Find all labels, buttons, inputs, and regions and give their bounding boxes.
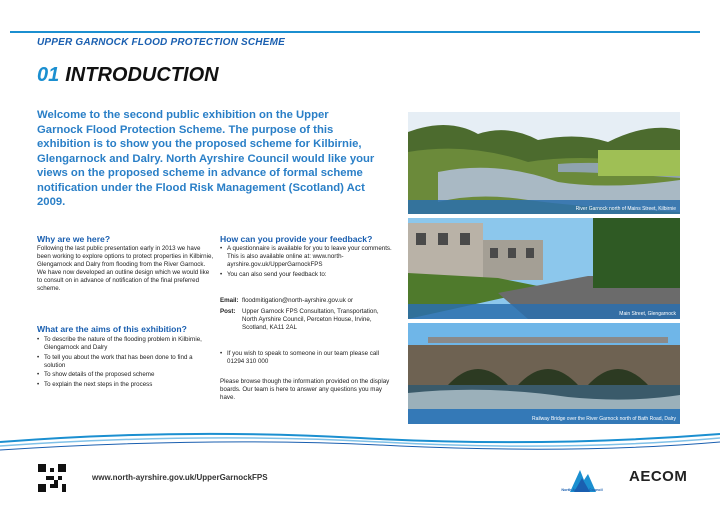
intro-paragraph: Welcome to the second public exhibition on the Upper Garnock Flood Protection Scheme. The purpose of this exhibition is to show you the proposed scheme for Kilbirnie, Glengarnock and Dalry. North Ayrshire Council would like your views on the proposed scheme in advance of formal scheme notification under the Flood Risk Management (Scotland) Act 2009. — [37, 109, 375, 208]
bridge-photo — [408, 323, 680, 424]
email-row — [220, 297, 395, 305]
header-title: UPPER GARNOCK FLOOD PROTECTION SCHEME — [37, 37, 285, 48]
street-photo — [408, 218, 680, 319]
speak-list — [220, 350, 392, 368]
river-photo — [408, 112, 680, 214]
aims-list — [37, 336, 215, 390]
email-label: Email: — [220, 297, 239, 304]
feedback-item: • You can also send your feedback to: — [220, 271, 392, 279]
aims-item: • To explain the next steps in the process — [37, 381, 215, 389]
qr-code[interactable] — [38, 464, 66, 492]
council-name: North Ayrshire Council — [561, 488, 603, 492]
why-paragraph: Following the last public presentation early in 2013 we have been working to explore options to protect properties in Kilbirnie, Glengarnock and Dalry from flooding from the River Garnock. We have now developed an outline design which we would like to consult on in advance of notification of the final preferred scheme. — [37, 245, 214, 293]
aims-item: • To show details of the proposed scheme — [37, 371, 215, 379]
email-value[interactable]: floodmitigation@north-ayrshire.gov.uk or — [242, 297, 354, 304]
browse-paragraph: Please browse though the information provided on the display boards. Our team is here to answer any questions you may have. — [220, 378, 390, 402]
aims-item: • To tell you about the work that has been done to find a solution — [37, 354, 215, 370]
feedback-heading: How can you provide your feedback? — [220, 234, 373, 244]
post-label: Post: — [220, 308, 236, 315]
feedback-list — [220, 245, 392, 280]
section-title-text: INTRODUCTION — [65, 64, 219, 86]
photo-caption: River Garnock north of Mains Street, Kilbirnie — [575, 206, 676, 212]
header-rule — [10, 31, 700, 33]
post-row — [220, 308, 395, 332]
why-heading: Why are we here? — [37, 234, 111, 244]
aecom-logo: AECOM — [629, 468, 688, 485]
photo-caption: Railway Bridge over the River Garnock north of Bath Road, Dalry — [532, 416, 676, 422]
council-logo-icon — [560, 461, 604, 501]
aims-heading: What are the aims of this exhibition? — [37, 324, 187, 334]
post-address: Upper Garnock FPS Consultation, Transportation, North Ayrshire Council, Perceton House, Irvine, Scotland, KA11 2AL — [242, 308, 379, 332]
section-title — [37, 64, 219, 87]
speak-item: • If you wish to speak to someone in our team please call 01294 310 000 — [220, 350, 392, 366]
photo-caption: Main Street, Glengarnock — [619, 311, 676, 317]
wave-decoration — [0, 424, 720, 454]
feedback-item: • A questionnaire is available for you to leave your comments. This is also available online at: www.north-ayrshire.gov.uk/UpperGarnockFPS — [220, 245, 392, 269]
section-number: 01 — [37, 64, 60, 86]
footer-url[interactable]: www.north-ayrshire.gov.uk/UpperGarnockFPS — [92, 473, 268, 482]
aims-item: • To describe the nature of the flooding problem in Kilbirnie, Glengarnock and Dalry — [37, 336, 215, 352]
